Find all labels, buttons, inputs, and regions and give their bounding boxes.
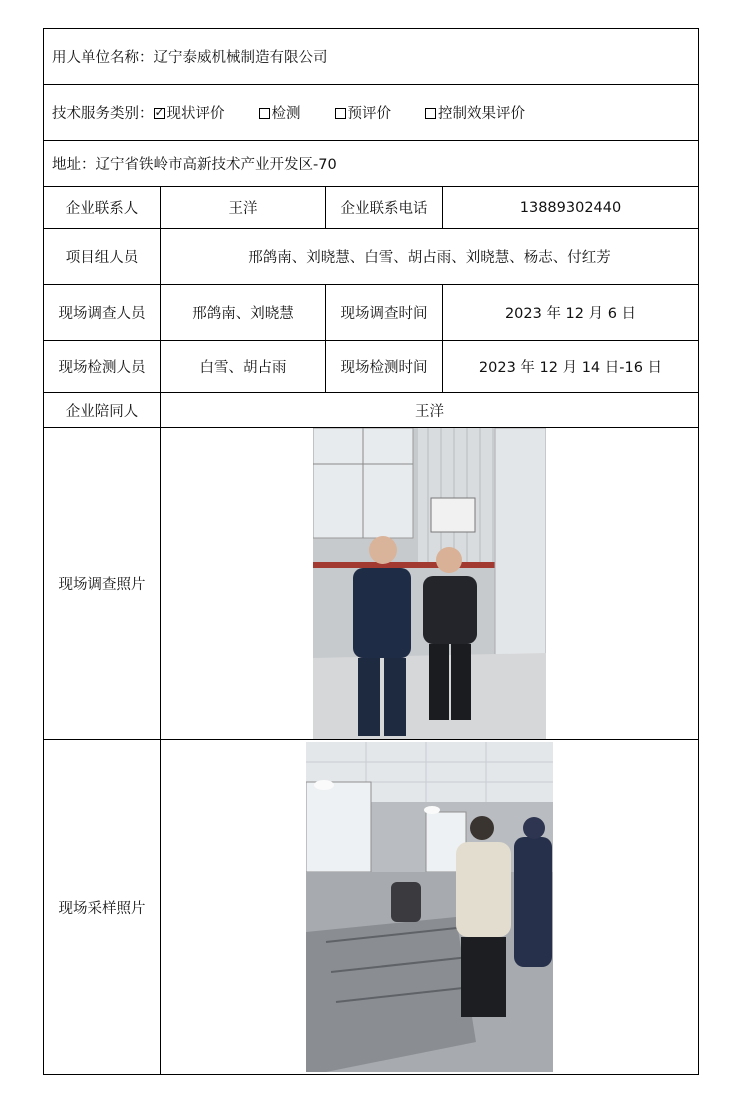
testing-time-label: 现场检测时间	[326, 341, 443, 393]
worker-jacket	[456, 842, 511, 937]
service-type-label: 技术服务类别：	[52, 106, 154, 122]
team-label: 项目组人员	[44, 229, 161, 285]
option-testing[interactable]: 检测	[259, 102, 301, 123]
escort-label: 企业陪同人	[44, 393, 161, 428]
worker-coat	[514, 837, 552, 967]
wall-sign	[431, 498, 475, 532]
survey-photo-cell	[161, 428, 699, 740]
checkbox-icon	[259, 108, 270, 119]
survey-time-value: 2023 年 12 月 6 日	[443, 285, 699, 341]
testing-staff-label: 现场检测人员	[44, 341, 161, 393]
red-trim	[313, 562, 495, 568]
contact-phone-label: 企业联系电话	[326, 187, 443, 229]
contact-person-label: 企业联系人	[44, 187, 161, 229]
address-value: 辽宁省铁岭市高新技术产业开发区-70	[95, 157, 337, 173]
service-type-row	[44, 85, 699, 141]
employer-label: 用人单位名称：	[52, 50, 154, 66]
person-right-head	[436, 547, 462, 573]
sampling-photo-cell	[161, 740, 699, 1075]
survey-photo-label: 现场调查照片	[44, 428, 161, 740]
checkbox-icon	[425, 108, 436, 119]
team-members: 邢鸽南、刘晓慧、白雪、胡占雨、刘晓慧、杨志、付红芳	[161, 229, 699, 285]
sampling-photo-label: 现场采样照片	[44, 740, 161, 1075]
checked-box-icon	[154, 108, 165, 119]
welder	[391, 882, 421, 922]
worker-pants	[461, 937, 506, 1017]
person-right-leg	[429, 644, 449, 720]
window	[306, 782, 371, 872]
employer-name: 辽宁泰威机械制造有限公司	[153, 50, 328, 66]
escort-value: 王洋	[161, 393, 699, 428]
person-right-jacket	[423, 576, 477, 644]
person-left-leg	[358, 658, 380, 736]
assessment-form	[43, 28, 699, 1075]
survey-staff-value: 邢鸽南、刘晓慧	[161, 285, 326, 341]
ceiling-lamp	[314, 780, 334, 790]
survey-photo	[313, 428, 546, 739]
employer-row	[44, 29, 699, 85]
survey-staff-label: 现场调查人员	[44, 285, 161, 341]
survey-time-label: 现场调查时间	[326, 285, 443, 341]
worker-hood	[523, 817, 545, 839]
person-left-leg	[384, 658, 406, 736]
testing-staff-value: 白雪、胡占雨	[161, 341, 326, 393]
address-row	[44, 141, 699, 187]
contact-person-value: 王洋	[161, 187, 326, 229]
door-panel	[495, 428, 546, 663]
checkbox-icon	[335, 108, 346, 119]
ceiling-lamp	[424, 806, 440, 814]
address-label: 地址：	[52, 157, 96, 173]
contact-phone-value: 13889302440	[443, 187, 699, 229]
option-pre-evaluation[interactable]: 预评价	[335, 102, 392, 123]
person-left-coat	[353, 568, 411, 658]
person-left-head	[369, 536, 397, 564]
testing-time-value: 2023 年 12 月 14 日-16 日	[443, 341, 699, 393]
sampling-photo	[306, 742, 553, 1072]
person-right-leg	[451, 644, 471, 720]
option-control-effect-evaluation[interactable]: 控制效果评价	[425, 102, 525, 123]
option-status-evaluation[interactable]: ✓ 现状评价	[154, 102, 225, 123]
worker-head	[470, 816, 494, 840]
